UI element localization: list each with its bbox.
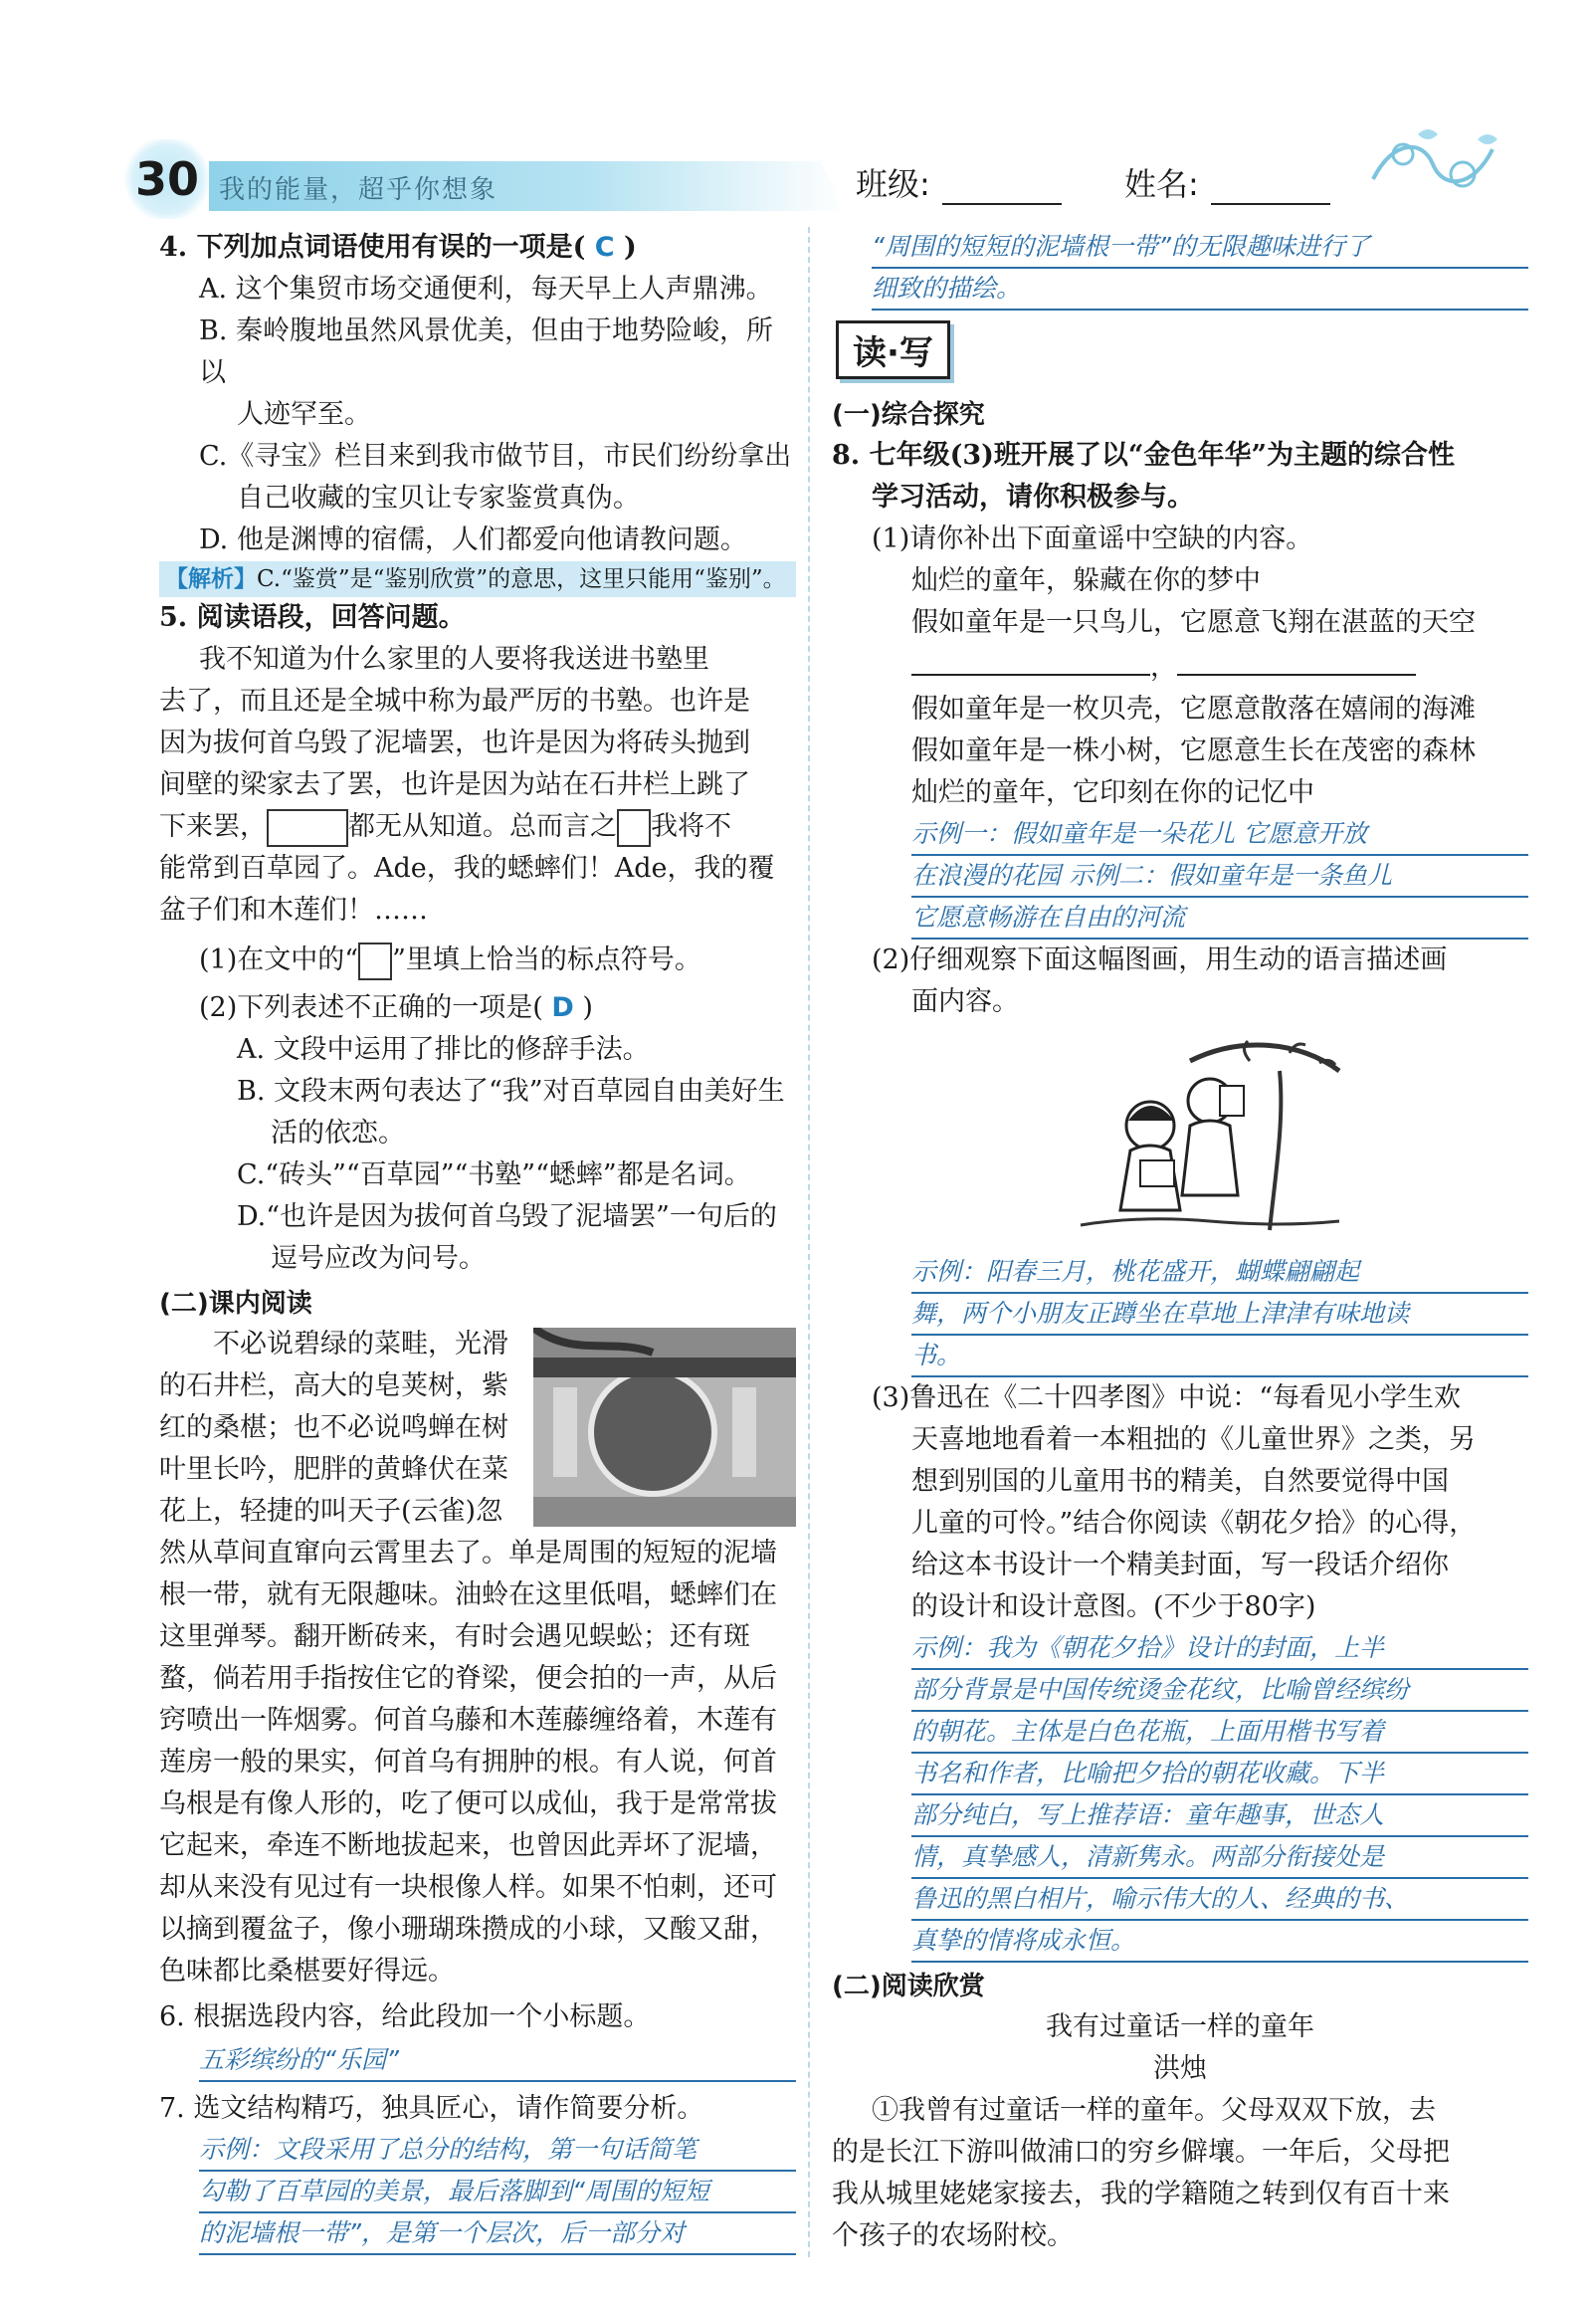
page-number: 30 (119, 139, 215, 219)
passage-fragment: 我将不 (651, 811, 731, 842)
sub2-text: (2)下列表述不正确的一项是( (199, 992, 543, 1023)
header-slogan: 我的能量，超乎你想象 (219, 175, 499, 205)
article-author: 洪烛 (1153, 2053, 1207, 2084)
q8-sub1-answer (832, 814, 1528, 940)
q5-passage-line: 我不知道为什么家里的人要将我送进书塾里 (199, 644, 709, 675)
handwritten-answer-line: 在浪漫的花园 示例二：假如童年是一条鱼儿 (911, 856, 1528, 898)
read-write-section-title: 读·写 (836, 320, 950, 379)
q4-option-c: C.《寻宝》栏目来到我市做节目，市民们纷纷拿出 (199, 441, 792, 472)
handwritten-answer-line: 书。 (911, 1336, 1528, 1377)
handwritten-answer-line: 示例：阳春三月，桃花盛开，蝴蝶翩翩起 (911, 1252, 1528, 1294)
handwritten-answer-line: 鲁迅的黑白相片，喻示伟大的人、经典的书、 (911, 1879, 1528, 1921)
q5-sub2 (159, 987, 796, 1029)
q5-passage-line: 因为拔何首乌毁了泥墙罢，也许是因为将砖头抛到 (159, 728, 750, 758)
passage-fragment: 都无从知道。总而言之 (348, 811, 617, 842)
q8-sub2: (2)仔细观察下面这幅图画，用生动的语言描述画 (872, 944, 1448, 975)
name-field (1124, 159, 1330, 205)
name-blank[interactable] (1211, 169, 1330, 205)
q4-analysis (159, 561, 796, 597)
handwritten-answer-line: 勾勒了百草园的美景，最后落脚到“周围的短短 (199, 2172, 796, 2213)
q8-sub3-cont: 儿童的可怜。”结合你阅读《朝花夕拾》的心得， (911, 1508, 1477, 1539)
punctuation-box-2[interactable] (617, 809, 651, 847)
class-blank[interactable] (942, 169, 1062, 205)
floral-ornament-icon (1363, 119, 1502, 209)
handwritten-answer-line: 真挚的情将成永恒。 (911, 1921, 1528, 1963)
q4-option-a: A. 这个集贸市场交通便利，每天早上人声鼎沸。 (199, 274, 773, 305)
left-column (159, 227, 796, 2255)
page-header (119, 139, 1493, 219)
article-title: 我有过童话一样的童年 (1046, 2011, 1314, 2042)
passage-block (159, 1324, 796, 1992)
q4-stem-text: 4. 下列加点词语使用有误的一项是( (159, 232, 586, 263)
handwritten-answer-line: 的泥墙根一带”，是第一个层次，后一部分对 (199, 2213, 796, 2255)
section-heading: (一)综合探究 (832, 400, 985, 430)
poem-line: 灿烂的童年，躲藏在你的梦中 (911, 565, 1261, 596)
section-heading: (二)阅读欣赏 (832, 1972, 985, 2001)
name-label: 姓名: (1124, 165, 1199, 203)
q5-passage-line (159, 806, 796, 848)
q5-option-d: D.“也许是因为拔何首乌毁了泥墙罢”一句后的 (237, 1201, 777, 1232)
q5-passage-line: 间壁的梁家去了罢，也许是因为站在石井栏上跳了 (159, 769, 750, 800)
q5-passage-line: 盆子们和木莲们！…… (159, 895, 428, 926)
q4-answer: C (594, 232, 615, 263)
handwritten-answer-line: 舞，两个小朋友正蹲坐在草地上津津有味地读 (911, 1294, 1528, 1336)
moon-gate-image-icon (533, 1328, 796, 1527)
q4-stem (159, 227, 796, 269)
q8-sub3-answer (832, 1628, 1528, 1963)
sub1-text: ”里填上恰当的标点符号。 (392, 944, 701, 975)
q6-stem: 6. 根据选段内容，给此段加一个小标题。 (159, 2001, 651, 2032)
sub1-text: (1)在文中的“ (199, 944, 359, 975)
q5-option-d-cont: 逗号应改为问号。 (271, 1243, 486, 1274)
q7-answer-continued (832, 227, 1528, 311)
q7-answer (159, 2130, 796, 2255)
handwritten-answer: 五彩缤纷的“乐园” (199, 2040, 796, 2082)
q5-sub2-answer: D (551, 992, 574, 1023)
poem-blank-1[interactable] (911, 644, 1150, 676)
article-paragraph: ①我曾有过童话一样的童年。父母双双下放，去 (872, 2095, 1436, 2126)
section-heading: (二)课内阅读 (159, 1289, 312, 1319)
handwritten-answer-line: 细致的描绘。 (872, 269, 1528, 311)
article-paragraph: 个孩子的农场附校。 (832, 2220, 1074, 2251)
handwritten-answer-line: “周围的短短的泥墙根一带”的无限趣味进行了 (872, 227, 1528, 269)
q8-stem: 8. 七年级(3)班开展了以“金色年华”为主题的综合性 (832, 440, 1455, 471)
q4-option-d: D. 他是渊博的宿儒，人们都爱向他请教问题。 (199, 524, 747, 555)
q4-option-b: B. 秦岭腹地虽然风景优美，但由于地势险峻，所以 (199, 315, 774, 388)
handwritten-answer-line: 书名和作者，比喻把夕拾的朝花收藏。下半 (911, 1754, 1528, 1795)
handwritten-answer-line: 部分背景是中国传统烫金花纹，比喻曾经缤纷 (911, 1670, 1528, 1712)
q7-stem: 7. 选文结构精巧，独具匠心，请作简要分析。 (159, 2093, 704, 2124)
q6-answer (159, 2040, 796, 2082)
reading-passage: 不必说碧绿的菜畦，光滑的石井栏，高大的皂荚树，紫红的桑椹；也不必说鸣蝉在树叶里长吟，肥胖的黄蜂伏在菜花上，轻捷的叫天子(云雀)忽然从草间直窜向云霄里去了。单是周围的短短的泥墙根一带，就有无限趣味。油蛉在这里低唱，蟋蟀们在这里弹琴。翻开断砖来，有时会遇见蜈蚣；还有斑蝥，倘若用手指按住它的脊梁，便会拍的一声，从后窍喷出一阵烟雾。何首乌藤和木莲藤缠络着，木莲有莲房一般的果实，何首乌有拥肿的根。有人说，何首乌根是有像人形的，吃了便可以成仙，我于是常常拔它起来，牵连不断地拔起来，也曾因此弄坏了泥墙，却从来没有见过有一块根像人样。如果不怕刺，还可以摘到覆盆子，像小珊瑚珠攒成的小球，又酸又甜，色味都比桑椹要好得远。 (159, 1329, 777, 1987)
handwritten-answer-line: 部分纯白，写上推荐语：童年趣事，世态人 (911, 1795, 1528, 1837)
q8-sub3-cont: 天喜地地看着一本粗拙的《儿童世界》之类，另 (911, 1424, 1476, 1455)
garden-photo (533, 1328, 796, 1527)
q8-stem-cont: 学习活动，请你积极参与。 (872, 482, 1194, 513)
children-reading-illustration-icon (1071, 1031, 1349, 1240)
analysis-text: C.“鉴赏”是“鉴别欣赏”的意思，这里只能用“鉴别”。 (257, 566, 786, 592)
poem-line: 假如童年是一只鸟儿，它愿意飞翔在湛蓝的天空 (911, 607, 1476, 638)
right-column (832, 227, 1528, 2257)
q5-passage-line: 能常到百草园了。Ade，我的蟋蟀们！Ade，我的覆 (159, 853, 775, 884)
q8-sub1: (1)请你补出下面童谣中空缺的内容。 (872, 523, 1313, 554)
poem-blank-line (832, 644, 1528, 689)
poem-line: 假如童年是一株小树，它愿意生长在茂密的森林 (911, 735, 1476, 766)
handwritten-answer-line: 示例：文段采用了总分的结构，第一句话简笔 (199, 2130, 796, 2172)
q8-sub3-cont: 的设计和设计意图。(不少于80字) (911, 1591, 1316, 1622)
handwritten-answer-line: 情，真挚感人，清新隽永。两部分衔接处是 (911, 1837, 1528, 1879)
handwritten-answer-line: 的朝花。主体是白色花瓶，上面用楷书写着 (911, 1712, 1528, 1754)
punctuation-box-1[interactable] (267, 809, 348, 847)
q5-stem: 5. 阅读语段，回答问题。 (159, 602, 466, 633)
q8-sub2-cont: 面内容。 (911, 986, 1019, 1017)
q5-option-b-cont: 活的依恋。 (271, 1118, 405, 1149)
q8-sub2-answer (832, 1252, 1528, 1377)
handwritten-answer-line: 示例：我为《朝花夕拾》设计的封面，上半 (911, 1628, 1528, 1670)
article-paragraph: 的是长江下游叫做浦口的穷乡僻壤。一年后，父母把 (832, 2137, 1450, 2168)
q4-option-b-cont: 人迹罕至。 (237, 399, 371, 430)
column-divider (808, 227, 810, 2257)
handwritten-answer-line: 它愿意畅游在自由的河流 (911, 898, 1528, 940)
sub2-close: ) (582, 992, 593, 1023)
q4-option-c-cont: 自己收藏的宝贝让专家鉴赏真伪。 (237, 483, 640, 514)
handwritten-answer-line: 示例一：假如童年是一朵花儿 它愿意开放 (911, 814, 1528, 856)
q5-option-c: C.“砖头”“百草园”“书塾”“蟋蟀”都是名词。 (237, 1159, 751, 1190)
q4-close: ) (624, 232, 637, 263)
poem-line: 假如童年是一枚贝壳，它愿意散落在嬉闹的海滩 (911, 694, 1476, 725)
passage-fragment: 下来罢， (159, 811, 267, 842)
analysis-tag: 【解析】 (165, 565, 257, 592)
class-field (856, 159, 1062, 205)
q8-sub3-cont: 给这本书设计一个精美封面，写一段话介绍你 (911, 1550, 1449, 1580)
poem-line: 灿烂的童年，它印刻在你的记忆中 (911, 777, 1314, 808)
q8-sub3-cont: 想到别国的儿童用书的精美，自然要觉得中国 (911, 1466, 1449, 1497)
poem-blank-2[interactable] (1177, 644, 1416, 676)
q8-sub3: (3)鲁迅在《二十四孝图》中说：“每看见小学生欢 (872, 1382, 1462, 1413)
q5-option-b: B. 文段末两句表达了“我”对百草园自由美好生 (237, 1076, 785, 1107)
class-label: 班级: (856, 165, 930, 203)
poem-comma: ， (1150, 652, 1177, 683)
q5-option-a: A. 文段中运用了排比的修辞手法。 (237, 1034, 650, 1065)
q5-sub1 (159, 940, 796, 981)
article-paragraph: 我从城里姥姥家接去，我的学籍随之转到仅有百十来 (832, 2179, 1450, 2209)
punctuation-box-example (358, 942, 392, 980)
q5-passage-line: 去了，而且还是全城中称为最严厉的书塾。也许是 (159, 686, 750, 717)
